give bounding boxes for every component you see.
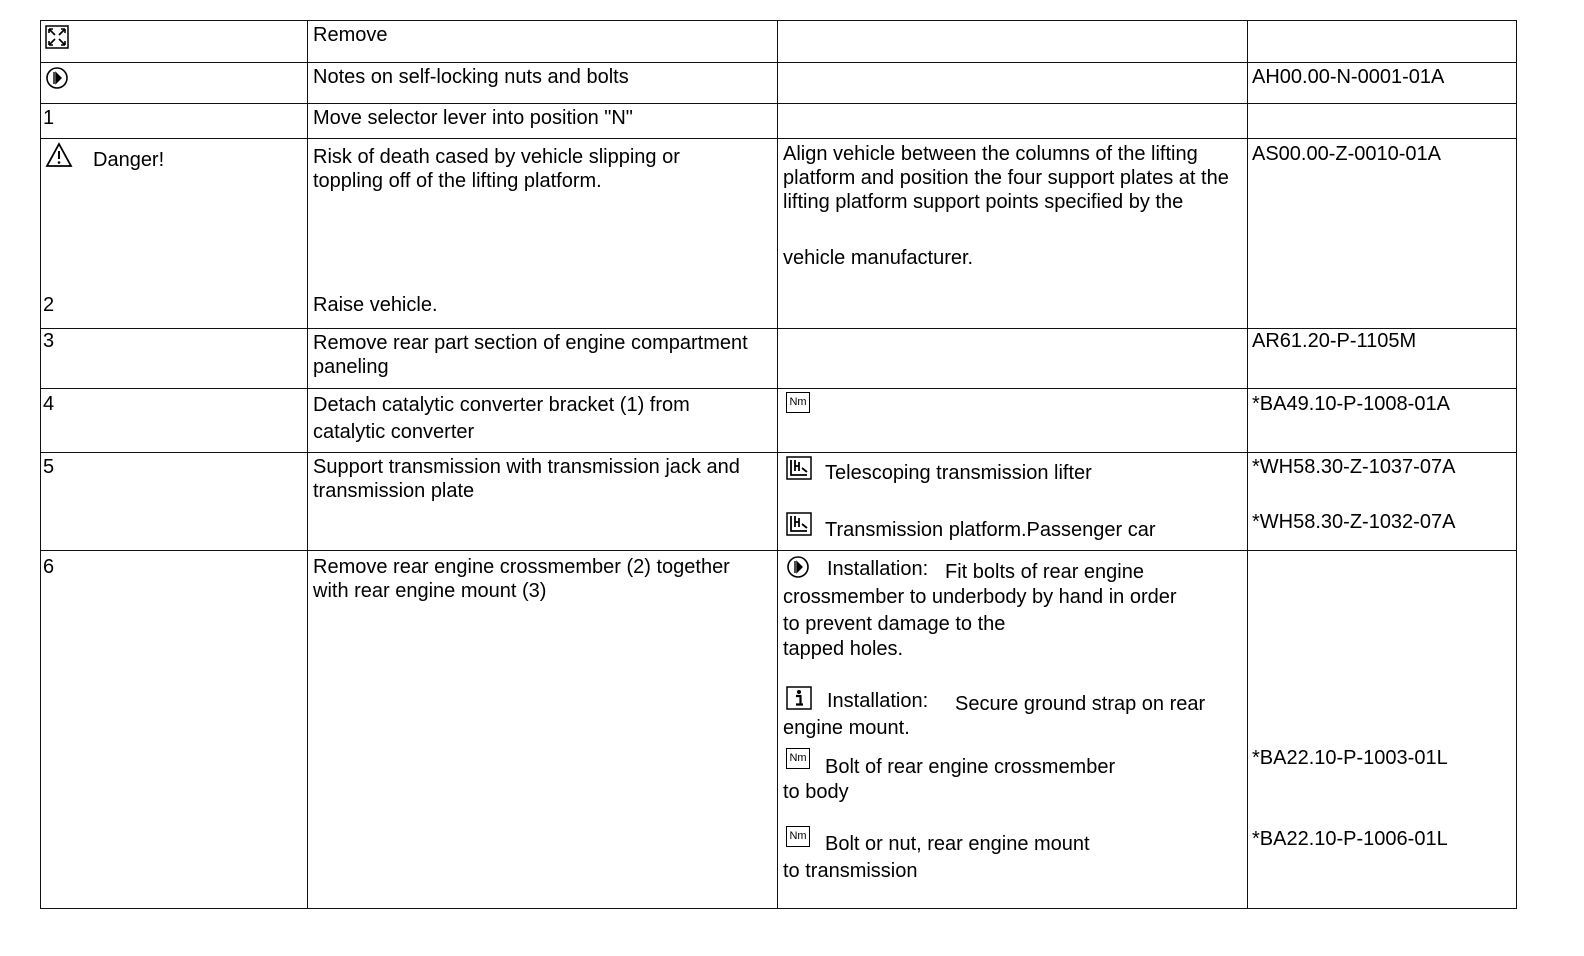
row-divider bbox=[40, 138, 1517, 139]
step-5-action: Support transmission with transmission jack and transmission plate bbox=[313, 456, 740, 502]
step-5-number: 5 bbox=[43, 456, 55, 478]
install-2-text: Secure ground strap on rear bbox=[955, 693, 1206, 715]
note-arrow-icon bbox=[45, 66, 69, 90]
row-remove-action: Remove bbox=[313, 24, 388, 46]
install-1-text: Fit bolts of rear engine bbox=[945, 561, 1144, 583]
step-5-tool-1-ref[interactable]: *WH58.30-Z-1037-07A bbox=[1252, 456, 1456, 478]
install-2-label: Installation: bbox=[827, 690, 929, 712]
torque-1-text: Bolt of rear engine crossmember bbox=[825, 756, 1116, 778]
row-divider bbox=[40, 62, 1517, 63]
special-tool-icon bbox=[786, 512, 812, 536]
torque-2-cont: to transmission bbox=[783, 860, 918, 882]
special-tool-icon bbox=[786, 456, 812, 480]
step-1-action: Move selector lever into position "N" bbox=[313, 107, 633, 129]
column-divider bbox=[777, 20, 778, 909]
row-divider bbox=[40, 388, 1517, 389]
install-1-label: Installation: bbox=[827, 558, 929, 580]
torque-1-ref[interactable]: *BA22.10-P-1003-01L bbox=[1252, 747, 1448, 769]
step-4-action: Detach catalytic converter bracket (1) from catalytic converter bbox=[313, 394, 690, 443]
danger-detail: Align vehicle between the columns of the lifting platform and position the four support plates at the lifting platform support points specified by the bbox=[783, 143, 1229, 213]
procedure-table bbox=[40, 20, 1517, 909]
torque-nm-icon: Nm bbox=[786, 748, 810, 769]
torque-2-ref[interactable]: *BA22.10-P-1006-01L bbox=[1252, 828, 1448, 850]
step-5-tool-2: Transmission platform.Passenger car bbox=[825, 519, 1156, 541]
remove-symbol-icon bbox=[45, 25, 69, 49]
torque-nm-icon: Nm bbox=[786, 826, 810, 847]
step-2-number: 2 bbox=[43, 294, 55, 316]
table-border-bottom bbox=[40, 908, 1517, 909]
step-2-action: Raise vehicle. bbox=[313, 294, 438, 316]
step-3-number: 3 bbox=[43, 330, 55, 352]
install-2-cont: engine mount. bbox=[783, 717, 910, 739]
install-1-cont-1: crossmember to underbody by hand in order bbox=[783, 586, 1177, 608]
danger-detail-cont: vehicle manufacturer. bbox=[783, 247, 974, 269]
warning-triangle-icon bbox=[45, 142, 73, 168]
step-5-tool-2-ref[interactable]: *WH58.30-Z-1032-07A bbox=[1252, 511, 1456, 533]
danger-action: Risk of death cased by vehicle slipping or toppling off of the lifting platform. bbox=[313, 146, 680, 192]
step-3-action: Remove rear part section of engine compartment paneling bbox=[313, 332, 748, 378]
install-1-cont-3: tapped holes. bbox=[783, 638, 904, 660]
step-5-tool-1: Telescoping transmission lifter bbox=[825, 462, 1092, 484]
torque-1-cont: to body bbox=[783, 781, 849, 803]
info-icon bbox=[786, 686, 812, 710]
danger-ref[interactable]: AS00.00-Z-0010-01A bbox=[1252, 143, 1442, 165]
table-border-right bbox=[1516, 20, 1517, 909]
row-notes-ref[interactable]: AH00.00-N-0001-01A bbox=[1252, 66, 1445, 88]
row-divider bbox=[40, 452, 1517, 453]
step-1-number: 1 bbox=[43, 107, 55, 129]
step-6-action: Remove rear engine crossmember (2) together with rear engine mount (3) bbox=[313, 556, 730, 602]
row-notes-action: Notes on self-locking nuts and bolts bbox=[313, 66, 629, 88]
install-1-cont-2: to prevent damage to the bbox=[783, 613, 1006, 635]
step-4-number: 4 bbox=[43, 393, 55, 415]
row-divider bbox=[40, 103, 1517, 104]
table-border-left bbox=[40, 20, 41, 909]
column-divider bbox=[307, 20, 308, 909]
column-divider bbox=[1247, 20, 1248, 909]
note-arrow-icon bbox=[786, 555, 810, 579]
table-border-top bbox=[40, 20, 1517, 21]
step-4-ref[interactable]: *BA49.10-P-1008-01A bbox=[1252, 393, 1450, 415]
step-6-number: 6 bbox=[43, 556, 55, 578]
torque-2-text: Bolt or nut, rear engine mount bbox=[825, 833, 1090, 855]
row-divider bbox=[40, 550, 1517, 551]
danger-label: Danger! bbox=[93, 149, 165, 171]
torque-nm-icon: Nm bbox=[786, 392, 810, 413]
step-3-ref[interactable]: AR61.20-P-1105M bbox=[1252, 330, 1417, 352]
